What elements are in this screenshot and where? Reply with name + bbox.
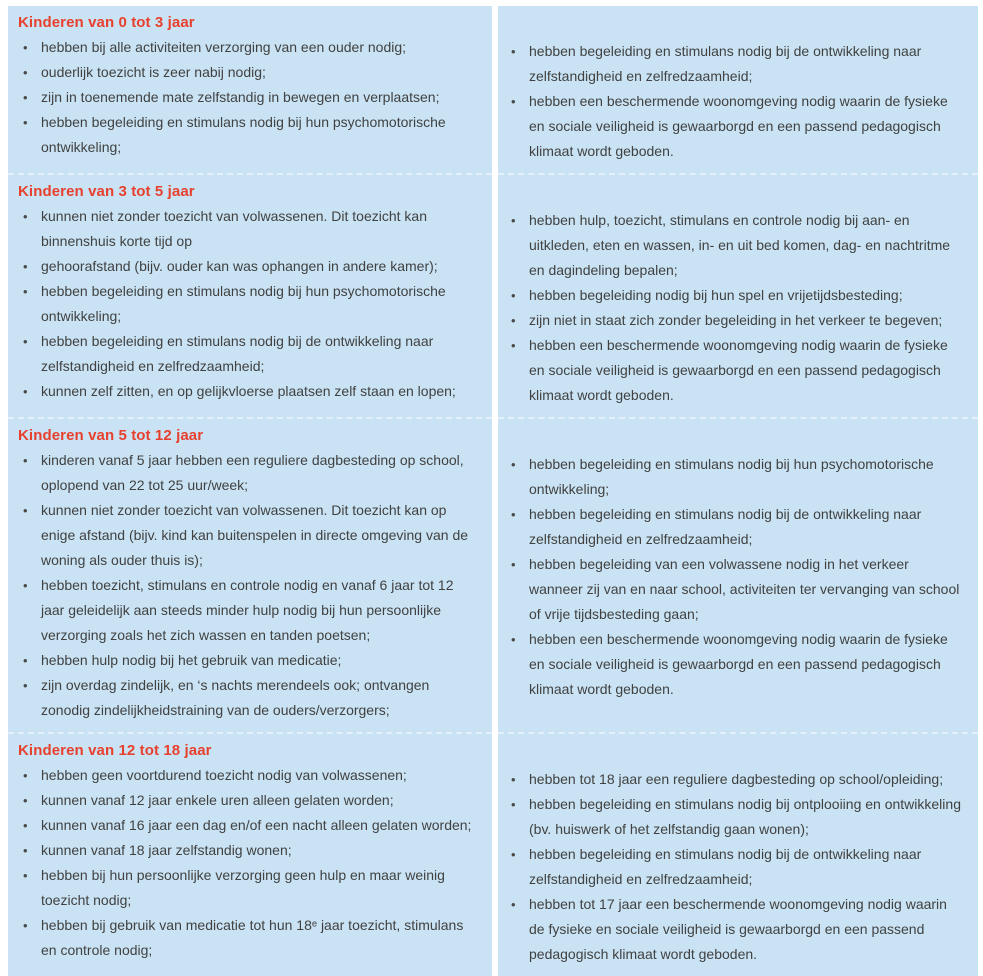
bullet-list-right <box>506 425 966 702</box>
section-title: Kinderen van 5 tot 12 jaar <box>18 427 204 444</box>
right-column <box>498 173 978 417</box>
list-item-text: hebben hulp nodig bij het gebruik van medicatie; <box>41 652 342 668</box>
bullet-list-right <box>506 740 966 967</box>
list-item-text: hebben tot 18 jaar een reguliere dagbesteding op school/opleiding; <box>529 771 944 787</box>
list-item-text: kunnen vanaf 12 jaar enkele uren alleen gelaten worden; <box>41 792 394 808</box>
bullet-icon: • <box>23 578 28 593</box>
section-title: Kinderen van 12 tot 18 jaar <box>18 742 212 759</box>
bullet-icon: • <box>23 818 28 833</box>
list-item <box>18 329 478 379</box>
left-column <box>8 6 492 173</box>
list-item-text: hebben toezicht, stimulans en controle nodig en vanaf 6 jaar tot 12 jaar geleidelijk aan steeds minder hulp nodig bij hun persoonlijke verzorging zoals het zich wassen en tanden poetsen; <box>41 577 454 643</box>
list-item <box>506 39 966 89</box>
list-item <box>506 333 966 408</box>
bullet-icon: • <box>511 457 516 472</box>
section-title: Kinderen van 3 tot 5 jaar <box>18 183 195 200</box>
list-item-text: gehoorafstand (bijv. ouder kan was ophangen in andere kamer); <box>41 258 438 274</box>
list-item <box>18 254 478 279</box>
list-item <box>18 85 478 110</box>
list-item <box>18 573 478 648</box>
bullet-list-right <box>506 181 966 408</box>
list-item-text: hebben begeleiding en stimulans nodig bij de ontwikkeling naar zelfstandigheid en zelfredzaamheid; <box>529 506 922 547</box>
list-item <box>506 89 966 164</box>
bullet-icon: • <box>511 557 516 572</box>
list-item <box>506 208 966 283</box>
list-item-text: hebben begeleiding en stimulans nodig bij de ontwikkeling naar zelfstandigheid en zelfredzaamheid; <box>529 43 922 84</box>
list-item-text: hebben een beschermende woonomgeving nodig waarin de fysieke en sociale veiligheid is gewaarborgd en een passend pedagogisch klimaat wordt geboden. <box>529 337 948 403</box>
bullet-icon: • <box>23 503 28 518</box>
list-item-text: hebben geen voortdurend toezicht nodig van volwassenen; <box>41 767 407 783</box>
list-item-text: hebben begeleiding en stimulans nodig bij ontplooiing en ontwikkeling (bv. huiswerk of het zelfstandig gaan wonen); <box>529 796 961 837</box>
list-item-text: kunnen vanaf 16 jaar een dag en/of een nacht alleen gelaten worden; <box>41 817 472 833</box>
list-item <box>506 767 966 792</box>
list-item-text: kunnen vanaf 18 jaar zelfstandig wonen; <box>41 842 292 858</box>
bullet-list-left <box>18 35 478 160</box>
list-item <box>18 379 478 404</box>
list-item <box>506 627 966 702</box>
bullet-icon: • <box>23 65 28 80</box>
bullet-icon: • <box>23 678 28 693</box>
list-item <box>18 788 478 813</box>
bullet-icon: • <box>23 259 28 274</box>
bullet-icon: • <box>511 213 516 228</box>
list-item <box>506 892 966 967</box>
list-item <box>18 110 478 160</box>
age-group-section <box>8 417 978 732</box>
bullet-icon: • <box>511 847 516 862</box>
list-item-text: hebben begeleiding en stimulans nodig bij de ontwikkeling naar zelfstandigheid en zelfredzaamheid; <box>529 846 922 887</box>
bullet-list-right <box>506 12 966 164</box>
bullet-icon: • <box>511 44 516 59</box>
list-item <box>506 452 966 502</box>
list-item-text: hebben begeleiding en stimulans nodig bij de ontwikkeling naar zelfstandigheid en zelfredzaamheid; <box>41 333 434 374</box>
list-item-text: hebben een beschermende woonomgeving nodig waarin de fysieke en sociale veiligheid is gewaarborgd en een passend pedagogisch klimaat wordt geboden. <box>529 631 948 697</box>
left-column <box>8 173 492 417</box>
age-group-section <box>8 6 978 173</box>
list-item-text: kunnen zelf zitten, en op gelijkvloerse plaatsen zelf staan en lopen; <box>41 383 456 399</box>
list-item <box>18 813 478 838</box>
list-item-text: hebben begeleiding en stimulans nodig bij hun psychomotorische ontwikkeling; <box>41 114 446 155</box>
list-item-text: hebben een beschermende woonomgeving nodig waarin de fysieke en sociale veiligheid is gewaarborgd en een passend pedagogisch klimaat wordt geboden. <box>529 93 948 159</box>
list-item-text: zijn overdag zindelijk, en ‘s nachts merendeels ook; ontvangen zonodig zindelijkheidstraining van de ouders/verzorgers; <box>41 677 430 718</box>
bullet-icon: • <box>23 453 28 468</box>
bullet-list-left <box>18 204 478 404</box>
list-item-text: hebben begeleiding en stimulans nodig bij hun psychomotorische ontwikkeling; <box>529 456 934 497</box>
list-item-text: hebben begeleiding en stimulans nodig bij hun psychomotorische ontwikkeling; <box>41 283 446 324</box>
list-item <box>18 763 478 788</box>
list-item-text: ouderlijk toezicht is zeer nabij nodig; <box>41 64 266 80</box>
list-item-text: hebben bij alle activiteiten verzorging van een ouder nodig; <box>41 39 407 55</box>
bullet-icon: • <box>23 868 28 883</box>
sections-container <box>8 6 978 976</box>
list-item <box>18 863 478 913</box>
bullet-icon: • <box>23 768 28 783</box>
bullet-list-left <box>18 763 478 963</box>
list-item <box>506 308 966 333</box>
age-group-section <box>8 732 978 976</box>
bullet-icon: • <box>511 797 516 812</box>
bullet-icon: • <box>23 334 28 349</box>
bullet-icon: • <box>23 918 28 933</box>
age-group-section <box>8 173 978 417</box>
list-item-text: hebben bij gebruik van medicatie tot hun 18ᵉ jaar toezicht, stimulans en controle nodig; <box>41 917 464 958</box>
bullet-icon: • <box>511 288 516 303</box>
bullet-icon: • <box>23 653 28 668</box>
list-item <box>18 498 478 573</box>
bullet-icon: • <box>511 338 516 353</box>
list-item <box>506 792 966 842</box>
list-item-text: hebben tot 17 jaar een beschermende woonomgeving nodig waarin de fysieke en sociale veiligheid is gewaarborgd en een passend pedagogisch klimaat wordt geboden. <box>529 896 947 962</box>
bullet-icon: • <box>23 384 28 399</box>
bullet-icon: • <box>23 40 28 55</box>
bullet-icon: • <box>511 94 516 109</box>
right-column <box>498 732 978 976</box>
list-item <box>506 502 966 552</box>
bullet-icon: • <box>511 507 516 522</box>
list-item <box>506 842 966 892</box>
list-item-text: kunnen niet zonder toezicht van volwassenen. Dit toezicht kan binnenshuis korte tijd op <box>41 208 428 249</box>
list-item <box>18 913 478 963</box>
list-item <box>18 204 478 254</box>
list-item <box>18 279 478 329</box>
bullet-icon: • <box>511 313 516 328</box>
list-item-text: hebben begeleiding van een volwassene nodig in het verkeer wanneer zij van en naar school, activiteiten ter vervanging van school of vrije tijdsbesteding gaan; <box>529 556 960 622</box>
right-column <box>498 6 978 173</box>
right-column <box>498 417 978 732</box>
list-item-text: hebben begeleiding nodig bij hun spel en vrijetijdsbesteding; <box>529 287 903 303</box>
bullet-icon: • <box>23 793 28 808</box>
list-item <box>506 283 966 308</box>
left-column <box>8 732 492 976</box>
list-item-text: zijn in toenemende mate zelfstandig in bewegen en verplaatsen; <box>41 89 440 105</box>
bullet-icon: • <box>511 632 516 647</box>
list-item-text: hebben hulp, toezicht, stimulans en controle nodig bij aan- en uitkleden, eten en wassen, in- en uit bed komen, dag- en nachtritme en dagindeling bepalen; <box>529 212 951 278</box>
left-column <box>8 417 492 732</box>
list-item <box>18 60 478 85</box>
bullet-icon: • <box>23 115 28 130</box>
list-item <box>18 838 478 863</box>
list-item <box>18 648 478 673</box>
bullet-list-left <box>18 448 478 723</box>
list-item <box>18 673 478 723</box>
bullet-icon: • <box>23 843 28 858</box>
list-item-text: kinderen vanaf 5 jaar hebben een reguliere dagbesteding op school, oplopend van 22 tot 25 uur/week; <box>41 452 464 493</box>
list-item-text: kunnen niet zonder toezicht van volwassenen. Dit toezicht kan op enige afstand (bijv. kind kan buitenspelen in directe omgeving van de woning als ouder thuis is); <box>41 502 469 568</box>
list-item <box>18 448 478 498</box>
bullet-icon: • <box>23 284 28 299</box>
list-item-text: hebben bij hun persoonlijke verzorging geen hulp en maar weinig toezicht nodig; <box>41 867 445 908</box>
section-title: Kinderen van 0 tot 3 jaar <box>18 14 195 31</box>
list-item <box>506 552 966 627</box>
bullet-icon: • <box>23 90 28 105</box>
age-needs-table <box>8 6 978 976</box>
bullet-icon: • <box>511 772 516 787</box>
bullet-icon: • <box>23 209 28 224</box>
list-item <box>18 35 478 60</box>
list-item-text: zijn niet in staat zich zonder begeleiding in het verkeer te begeven; <box>529 312 943 328</box>
bullet-icon: • <box>511 897 516 912</box>
